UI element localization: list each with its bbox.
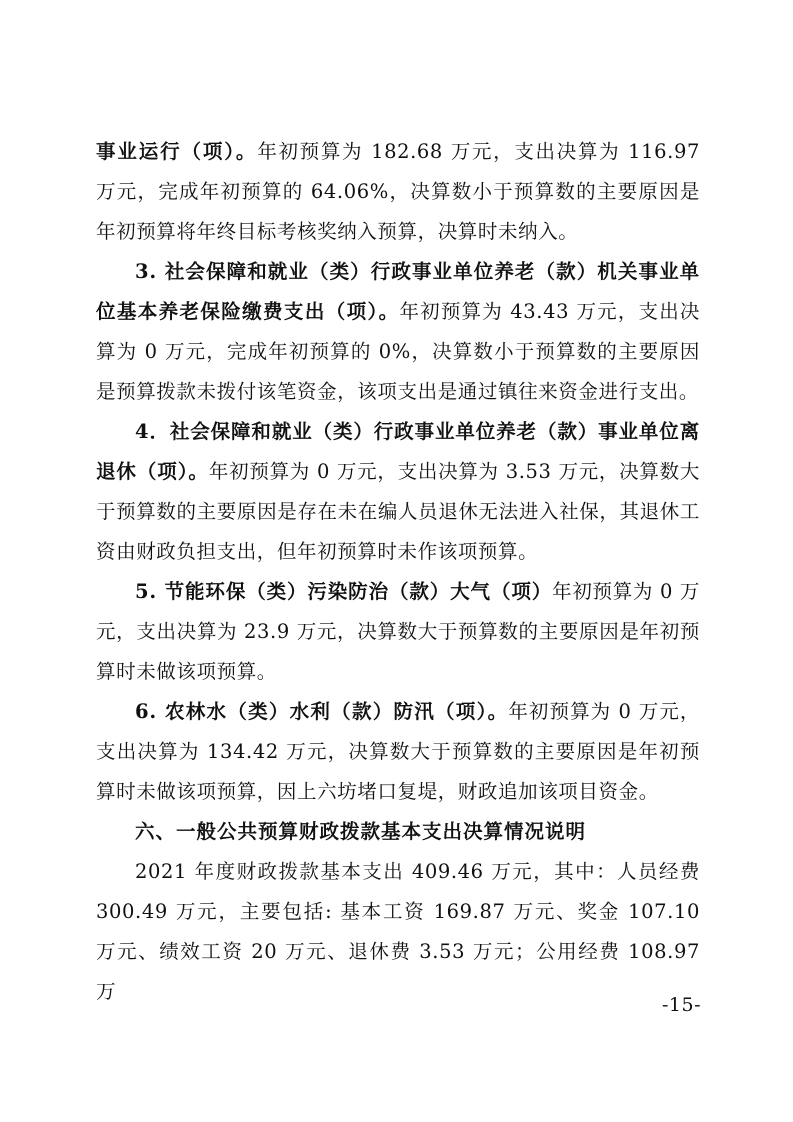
page-content — [96, 132, 700, 1012]
paragraph-4-lead: 5. 节能环保（类）污染防治（款）大气（项） — [135, 580, 553, 603]
paragraph-2-body: 年初预算为 43.43 万元，支出决算为 0 万元，完成年初预算的 0%，决算数小于预算数的主要原因是预算拨款未拨付该笔资金，该项支出是通过镇往来资金进行支出。 — [96, 300, 700, 403]
paragraph-1 — [96, 132, 700, 252]
paragraph-2 — [96, 252, 700, 412]
paragraph-3 — [96, 412, 700, 572]
closing-paragraph: 2021 年度财政拨款基本支出 409.46 万元，其中：人员经费 300.49 万元，主要包括: 基本工资 169.87 万元、奖金 107.10 万元、绩效工资 20 万元、退休费 3.53 万元；公用经费 108.97 万 — [96, 860, 700, 1003]
paragraph-4-body: 年初预算为 0 万元，支出决算为 23.9 万元，决算数大于预算数的主要原因是年初预算时未做该项预算。 — [96, 580, 700, 683]
paragraph-5 — [96, 692, 700, 812]
paragraph-1-body: 年初预算为 182.68 万元，支出决算为 116.97 万元，完成年初预算的 64.06%，决算数小于预算数的主要原因是年初预算将年终目标考核奖纳入预算，决算时未纳入。 — [96, 140, 700, 243]
page-number: -15- — [661, 994, 701, 1016]
paragraph-3-body: 年初预算为 0 万元，支出决算为 3.53 万元，决算数大于预算数的主要原因是存在未在编人员退休无法进入社保，其退休工资由财政负担支出，但年初预算时未作该项预算。 — [96, 460, 700, 563]
paragraph-5-lead: 6. 农林水（类）水利（款）防汛（项）。 — [135, 700, 509, 723]
paragraph-1-lead: 事业运行（项）。 — [96, 140, 258, 163]
paragraph-5-body: 年初预算为 0 万元，支出决算为 134.42 万元，决算数大于预算数的主要原因是年初预算时未做该项预算，因上六坊堵口复堤，财政追加该项目资金。 — [96, 700, 700, 803]
paragraph-3-lead: 4．社会保障和就业（类）行政事业单位养老（款）事业单位离退休（项）。 — [96, 420, 700, 483]
section-heading: 六、一般公共预算财政拨款基本支出决算情况说明 — [135, 820, 587, 843]
paragraph-2-lead: 3. 社会保障和就业（类）行政事业单位养老（款）机关事业单位基本养老保险缴费支出（项）。 — [96, 260, 700, 323]
paragraph-4 — [96, 572, 700, 692]
